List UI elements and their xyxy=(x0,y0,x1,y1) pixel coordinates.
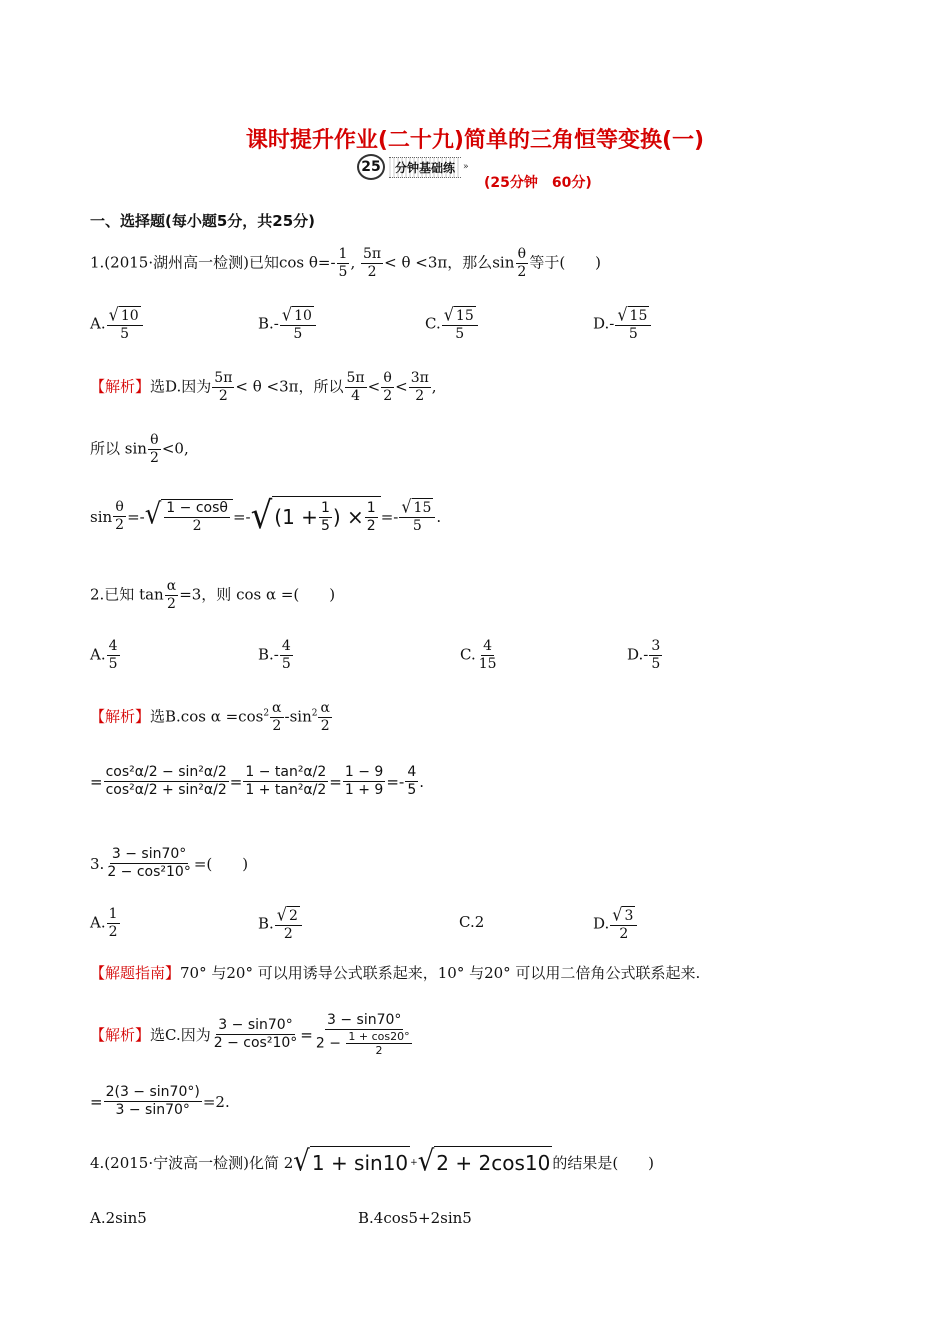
q4-sqrt-1: √ 1 + sin10 xyxy=(293,1145,409,1179)
q1-option-c[interactable]: C. √ 15 5 xyxy=(425,306,479,343)
q3-option-b[interactable]: B. √ 2 2 xyxy=(258,906,303,943)
question-2: 2.已知 tan $\frac{\alpha}{2}$ =3，则 cos α =( ) xyxy=(90,578,336,612)
q1-text: 1.(2015·湖州高一检测)已知cos θ=- xyxy=(90,253,336,272)
q2-frac: $\frac{\alpha}{2}$ xyxy=(166,578,177,612)
q1-option-b-frac: √ 10 5 xyxy=(280,306,316,343)
analysis-tag: 【解析】 xyxy=(90,1025,151,1044)
q3-option-d[interactable]: D. √ 3 2 xyxy=(593,906,638,943)
q2-analysis-line-1: 【解析】选B.cos $\alpha =\cos^2$ $\frac{\alpha}{2}$ $-\sin^2$ $\frac{\alpha}{2}$ xyxy=(90,700,330,734)
q1-frac-2: $\frac{5\pi}{2}$ xyxy=(363,246,382,280)
q1-analysis-line-3: sin $\frac{\theta}{2}$ =- √ $\frac{1 - \cos\theta}{2}$ =- √ (1 + $\frac{1}{5}$ ) × $\frac{1}{2}$ =- √ 15 5 . xyxy=(90,493,442,538)
q1-a-frac-3: $\frac{\theta}{2}$ xyxy=(383,370,393,404)
q2-option-b[interactable]: B.- $\frac{4}{5}$ xyxy=(258,638,291,672)
q1-option-a[interactable]: A. √ 10 5 xyxy=(90,306,144,343)
q1-option-d[interactable]: D.- √ 15 5 xyxy=(593,306,652,343)
q3-option-a[interactable]: A. $\frac{1}{2}$ xyxy=(90,906,118,940)
q4-sqrt-2: √ 2 + 2cos10 xyxy=(417,1145,551,1179)
q1-analysis-line-1: 【解析】选D.因为 $\frac{5\pi}{2}$ < θ <3π，所以 $\frac{5\pi}{4}$ < $\frac{\theta}{2}$ < $\frac{3\pi}{2}$ , xyxy=(90,370,437,404)
q1-a3-sqrt-1: √ $\frac{1 - \cos\theta}{2}$ xyxy=(145,499,233,535)
q1-a3-sqrt-2: √ (1 + $\frac{1}{5}$ ) × $\frac{1}{2}$ xyxy=(251,496,381,537)
page-title: 课时提升作业(二十九)简单的三角恒等变换(一) xyxy=(245,128,705,153)
analysis-tag: 【解析】 xyxy=(90,377,151,396)
q2-analysis-line-2: = $\frac{\text{cos²α/2 − sin²α/2}}{\text{cos²α/2 + sin²α/2}}$ = $\frac{\text{1 − tan²α/2}}{\text{1 + tan²α/2}}$ = $\frac{1 - 9}{1 + 9}$ =- $\frac{4}{5}$ . xyxy=(90,764,425,798)
q1-frac-3: $\frac{\theta}{2}$ xyxy=(517,246,527,280)
badge-number: 25 xyxy=(357,154,385,180)
section-heading: 一、选择题(每小题5分，共25分) xyxy=(90,212,316,230)
q1-option-b[interactable]: B.- √ 10 5 xyxy=(258,306,317,343)
q1-frac-1: $\frac{1}{5}$ xyxy=(338,246,348,280)
q1-a2-frac: $\frac{\theta}{2}$ xyxy=(149,432,159,466)
q4-option-b[interactable]: B.4cos5+2sin5 xyxy=(358,1209,472,1227)
subtitle: (25分钟 60分) xyxy=(484,175,592,191)
q4-option-a[interactable]: A.2sin5 xyxy=(90,1209,147,1227)
q3-hint: 【解题指南】70° 与20° 可以用诱导公式联系起来，10° 与20° 可以用二倍角公式联系起来. xyxy=(90,964,701,982)
q2-option-c[interactable]: C. $\frac{4}{15}$ xyxy=(460,638,497,672)
q1-a-frac-1: $\frac{5\pi}{2}$ xyxy=(214,370,233,404)
q3-option-c[interactable]: C.2 xyxy=(459,913,485,931)
q1-option-c-frac: √ 15 5 xyxy=(442,306,478,343)
question-1: 1.(2015·湖州高一检测)已知cos θ=- $\frac{1}{5}$ , $\frac{5\pi}{2}$ < θ <3π，那么sin $\frac{\theta}{2}$ 等于( ) xyxy=(90,246,602,280)
q1-analysis-line-2: 所以 sin $\frac{\theta}{2}$ <0, xyxy=(90,432,189,466)
q1-a3-result: √ 15 5 xyxy=(399,498,435,535)
q2-option-a[interactable]: A. $\frac{4}{5}$ xyxy=(90,638,118,672)
q3-analysis-line-2: = $\frac{2(3 - \sin 70^\circ)}{3 - \sin 70^\circ}$ =2. xyxy=(90,1084,230,1118)
analysis-tag: 【解析】 xyxy=(90,707,151,726)
q1-option-a-frac: √ 10 5 xyxy=(107,306,143,343)
question-4: 4.(2015·宁波高一检测)化简 2 √ 1 + sin10 + √ 2 + 2cos10 的结果是( ) xyxy=(90,1145,655,1179)
q1-option-d-frac: √ 15 5 xyxy=(615,306,651,343)
badge-arrow-icon: » xyxy=(463,162,469,172)
q3-analysis-line-1: 【解析】 选C.因为 $\frac{3 - \sin 70^\circ}{\text{2 − cos²10°}}$ = 3 − sin70° 2 − $\frac{1 + \cos 20^\circ}{2}$ xyxy=(90,1012,410,1057)
hint-tag: 【解题指南】 xyxy=(90,964,181,982)
q2-option-d[interactable]: D.- $\frac{3}{5}$ xyxy=(627,638,661,672)
badge-label: 分钟基础练 xyxy=(389,157,461,178)
q1-a3-frac: $\frac{\theta}{2}$ xyxy=(115,499,125,533)
q1-a-frac-4: $\frac{3\pi}{2}$ xyxy=(410,370,429,404)
question-3: 3. $\frac{3 - \sin 70^\circ}{\text{2 − cos²10°}}$ =( ) xyxy=(90,846,249,880)
q1-a-frac-2: $\frac{5\pi}{4}$ xyxy=(346,370,365,404)
time-badge xyxy=(357,156,469,178)
